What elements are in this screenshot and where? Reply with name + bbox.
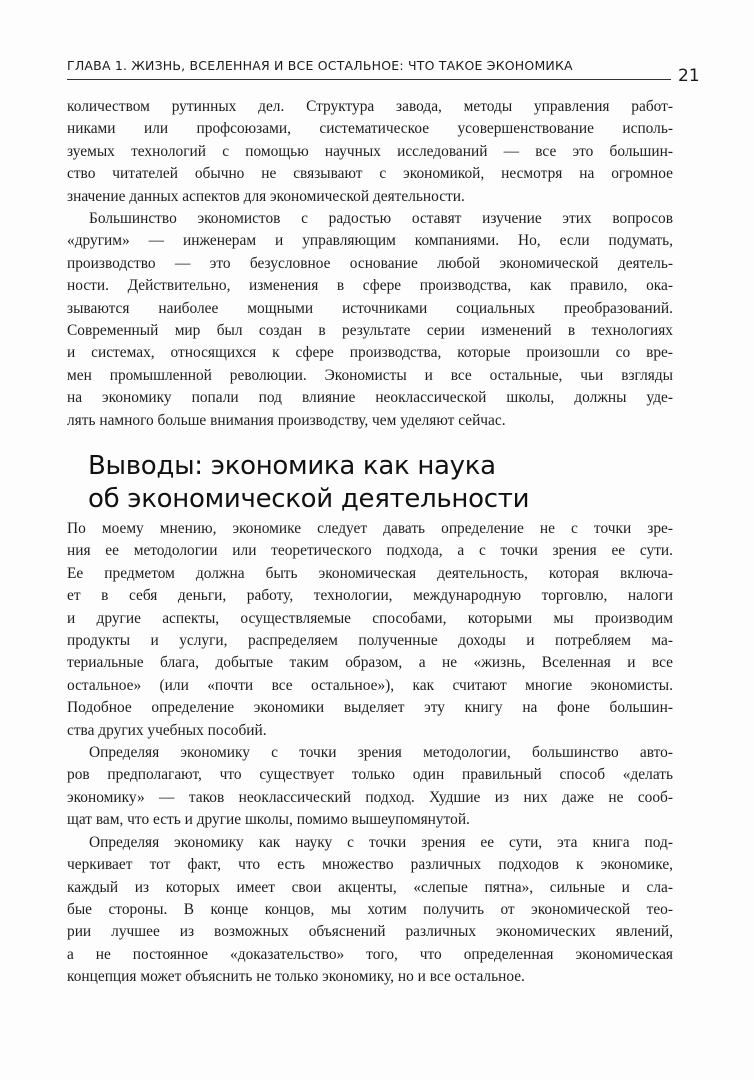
text-line: Определяя экономику как науку с точки зрения ее сути, эта книга под- <box>89 833 673 851</box>
text-line: ет в себя деньги, работу, технологии, международную торговлю, налоги <box>67 587 673 605</box>
text-line: ство читателей обычно не связывают с экономикой, несмотря на огромное <box>67 165 673 183</box>
text-line: «другим» — инженерам и управляющим компаниями. Но, если подумать, <box>67 232 673 250</box>
text-line: остальное» (или «почти все остальное»), как считают многие экономисты. <box>67 676 673 694</box>
text-line: мен промышленной революции. Экономисты и все остальные, чьи взгляды <box>67 366 673 384</box>
text-line: зываются наиболее мощными источниками социальных преобразований. <box>67 299 673 317</box>
text-line: никами или профсоюзами, систематическое усовершенствование исполь- <box>67 120 673 138</box>
text-line: бые стороны. В конце концов, мы хотим получить от экономической тео- <box>67 900 673 918</box>
text-line: на экономику попали под влияние неоклассической школы, должны уде- <box>67 389 673 407</box>
text-line: а не постоянное «доказательство» того, что определенная экономическая <box>67 945 673 963</box>
text-line: Определяя экономику с точки зрения методологии, большинство авто- <box>89 744 673 762</box>
text-line: По моему мнению, экономике следует давать определение не с точки зре- <box>67 520 673 537</box>
text-line: количеством рутинных дел. Структура завода, методы управления работ- <box>67 98 673 115</box>
text-line: зуемых технологий с помощью научных исследований — все это большин- <box>67 142 673 160</box>
text-line: экономику» — таков неоклассический подход. Худшие из них даже не сооб- <box>67 788 673 806</box>
text-line: Современный мир был создан в результате серии изменений в технологиях <box>67 322 673 340</box>
text-line: рии лучшее из возможных объяснений различных экономических явлений, <box>67 923 673 941</box>
section-heading <box>88 450 688 516</box>
text-line: продукты и услуги, распределяем полученные доходы и потребляем ма- <box>67 632 673 650</box>
text-line: производство — это безусловное основание любой экономической деятель- <box>67 254 673 272</box>
paragraph-block-2 <box>67 518 673 989</box>
text-line: лять намного больше внимания производству, чем уделяют сейчас. <box>67 411 506 429</box>
text-line: и другие аспекты, осуществляемые способами, которыми мы производим <box>67 609 673 627</box>
text-line: каждый из которых имеет свои акценты, «слепые пятна», сильные и сла- <box>67 878 673 896</box>
text-line: ров предполагают, что существует только один правильный способ «делать <box>67 766 673 784</box>
header-rule <box>67 79 671 80</box>
section-heading-line-1: Выводы: экономика как наука <box>88 451 496 481</box>
text-line: ства других учебных пособий. <box>67 721 267 739</box>
text-line: концепция может объяснить не только экономику, но и все остальное. <box>67 968 525 986</box>
text-line: ния ее методологии или теоретического подхода, а с точки зрения ее сути. <box>67 542 673 560</box>
page-number: 21 <box>678 66 700 86</box>
text-line: и системах, относящихся к сфере производства, которые произошли со вре- <box>67 344 673 362</box>
text-line: щат вам, что есть и другие школы, помимо вышеупомянутой. <box>67 811 470 829</box>
section-heading-line-2: об экономической деятельности <box>88 484 530 514</box>
text-line: черкивает тот факт, что есть множество различных подходов к экономике, <box>67 856 673 874</box>
text-line: значение данных аспектов для экономической деятельности. <box>67 187 465 205</box>
running-header: ГЛАВА 1. ЖИЗНЬ, ВСЕЛЕННАЯ И ВСЕ ОСТАЛЬНОЕ: ЧТО ТАКОЕ ЭКОНОМИКА <box>67 58 573 73</box>
text-line: териальные блага, добытые таким образом, а не «жизнь, Вселенная и все <box>67 654 673 672</box>
paragraph-block-1 <box>67 96 673 432</box>
text-line: Большинство экономистов с радостью оставят изучение этих вопросов <box>89 210 673 228</box>
text-line: ности. Действительно, изменения в сфере производства, как правило, ока- <box>67 277 673 295</box>
text-line: Ее предметом должна быть экономическая деятельность, которая включа- <box>67 564 673 582</box>
text-line: Подобное определение экономики выделяет эту книгу на фоне большин- <box>67 699 673 717</box>
